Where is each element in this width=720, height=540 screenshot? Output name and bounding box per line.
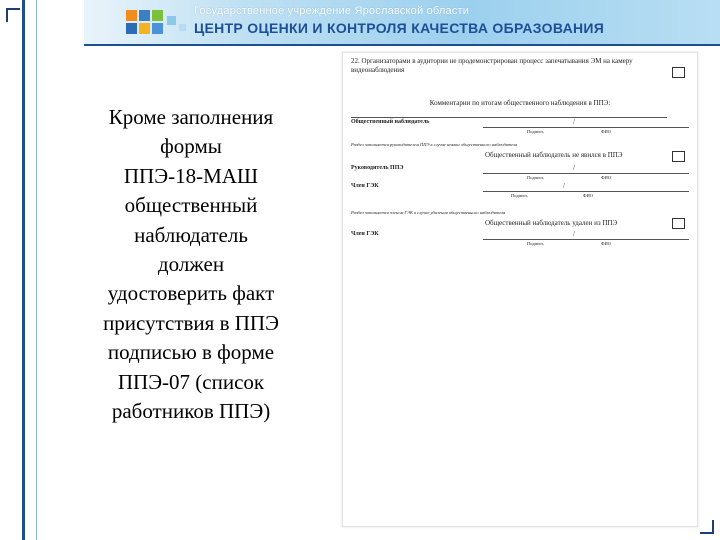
main-text-line: общественный — [124, 193, 258, 218]
gek-caption-signature-2: Подпись — [527, 241, 544, 246]
main-text-line: ППЭ-18-МАШ — [123, 163, 259, 188]
head-label: Руководитель ППЭ — [351, 165, 404, 171]
comments-line — [351, 117, 667, 118]
gek-caption-fio-2: ФИО — [601, 241, 612, 246]
cube-logo-icon — [122, 4, 194, 44]
gek-caption-signature: Подпись — [511, 193, 528, 198]
gek-label-2: Член ГЭК — [351, 231, 379, 237]
observer-caption-fio: ФИО — [601, 129, 612, 134]
header-subtitle: Государственное учреждение Ярославской области — [194, 5, 470, 17]
main-text-line: удостоверить факт — [107, 281, 275, 306]
main-text-line: наблюдатель — [134, 222, 248, 247]
main-text-line: формы — [160, 134, 222, 159]
section-head-note: Раздел заполняется руководителем ППЭ в случае неявки общественного наблюдателя — [351, 142, 518, 147]
form-document-image — [342, 52, 698, 527]
left-accent-line — [36, 0, 37, 540]
gek-caption-fio: ФИО — [583, 193, 594, 198]
form-item-22: 22. Организаторами в аудитории не продемонстрирован процесс запечатывания ЭМ на камеру видеонаблюдения — [351, 57, 633, 74]
gek-label: Член ГЭК — [351, 183, 379, 189]
gek-signature-line-2 — [483, 239, 689, 240]
observer-slash: / — [573, 118, 575, 126]
main-text-line: присутствия в ППЭ — [103, 310, 279, 335]
gek-slash: / — [563, 182, 565, 190]
main-text-line: ППЭ-07 (список — [117, 369, 265, 394]
observer-signature-line — [483, 127, 689, 128]
checkbox-observer-removed — [672, 218, 685, 229]
header-title: ЦЕНТР ОЦЕНКИ И КОНТРОЛЯ КАЧЕСТВА ОБРАЗОВАНИЯ — [194, 20, 605, 36]
main-text-line: подписью в форме — [107, 340, 275, 365]
main-text-line: работников ППЭ) — [111, 399, 271, 424]
section-gek-note: Раздел заполняется членом ГЭК в случае удаления общественного наблюдателя — [351, 210, 506, 215]
gek-signature-line — [483, 191, 689, 192]
head-slash: / — [573, 164, 575, 172]
main-text — [60, 103, 322, 426]
head-caption-fio: ФИО — [601, 175, 612, 180]
comments-heading: Комментарии по итогам общественного наблюдения в ППЭ: — [429, 99, 611, 107]
observer-caption-signature: Подпись — [527, 129, 544, 134]
checkbox-item-22 — [672, 67, 685, 78]
head-signature-line — [483, 173, 689, 174]
corner-mark-top-left — [6, 8, 20, 22]
main-text-line: Кроме заполнения — [108, 105, 274, 129]
corner-mark-bottom-right — [700, 520, 714, 534]
option-observer-removed: Общественный наблюдатель удален из ППЭ — [485, 219, 618, 227]
head-caption-signature: Подпись — [527, 175, 544, 180]
option-observer-absent: Общественный наблюдатель не явился в ППЭ — [485, 151, 623, 159]
main-text-line: должен — [157, 252, 225, 277]
gek-slash-2: / — [573, 230, 575, 238]
header-divider — [84, 44, 720, 46]
checkbox-observer-absent — [672, 151, 685, 162]
left-accent-bar — [22, 0, 25, 540]
observer-label: Общественный наблюдатель — [351, 119, 430, 125]
